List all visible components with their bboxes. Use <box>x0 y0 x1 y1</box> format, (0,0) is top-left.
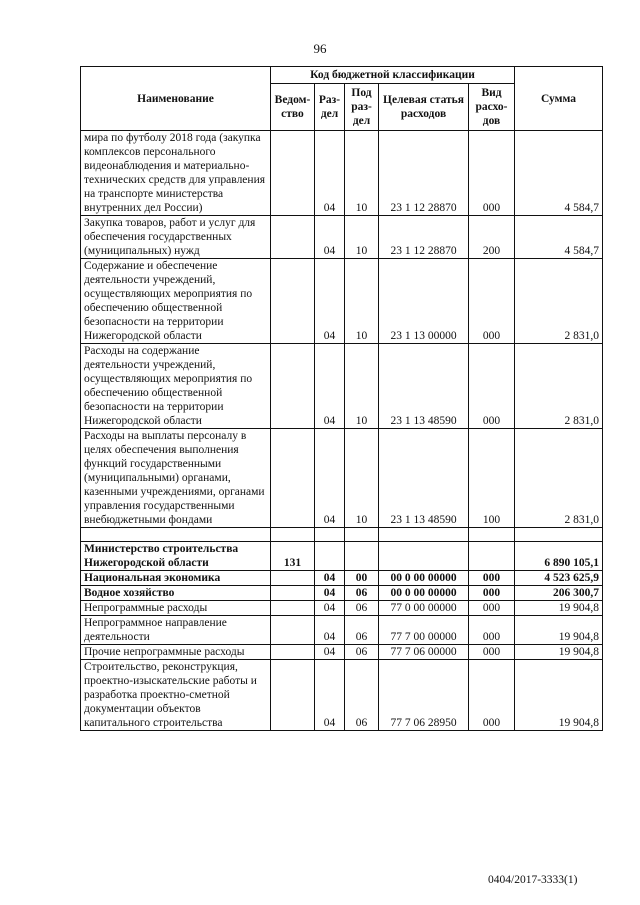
cell-vid: 000 <box>469 344 515 429</box>
cell-vedomstvo <box>271 660 315 731</box>
cell-podrazdel <box>345 528 379 542</box>
header-vedomstvo: Ведом-ство <box>271 84 315 131</box>
cell-target: 77 7 06 28950 <box>379 660 469 731</box>
cell-vid: 100 <box>469 429 515 528</box>
cell-name: Министерство строительства Нижегородской области <box>81 542 271 571</box>
table-body <box>81 131 603 731</box>
cell-razdel: 04 <box>315 131 345 216</box>
cell-podrazdel: 10 <box>345 344 379 429</box>
table-row <box>81 586 603 601</box>
cell-vid: 000 <box>469 660 515 731</box>
cell-razdel: 04 <box>315 259 345 344</box>
cell-name: Национальная экономика <box>81 571 271 586</box>
cell-target: 77 0 00 00000 <box>379 601 469 616</box>
cell-razdel: 04 <box>315 216 345 259</box>
header-razdel: Раз-дел <box>315 84 345 131</box>
cell-name: Содержание и обеспечение деятельности учреждений, осуществляющих мероприятия по обеспечению общественной безопасности на территории Нижегородской области <box>81 259 271 344</box>
cell-razdel: 04 <box>315 344 345 429</box>
cell-vedomstvo <box>271 216 315 259</box>
cell-target <box>379 542 469 571</box>
cell-sum: 19 904,8 <box>515 645 603 660</box>
cell-vedomstvo <box>271 645 315 660</box>
cell-razdel <box>315 528 345 542</box>
table-row <box>81 131 603 216</box>
cell-target: 23 1 12 28870 <box>379 216 469 259</box>
cell-sum: 2 831,0 <box>515 259 603 344</box>
table-row <box>81 259 603 344</box>
header-target: Целевая статья расходов <box>379 84 469 131</box>
cell-sum: 4 584,7 <box>515 216 603 259</box>
cell-vid: 000 <box>469 601 515 616</box>
cell-vedomstvo <box>271 571 315 586</box>
cell-vedomstvo <box>271 586 315 601</box>
cell-podrazdel: 10 <box>345 131 379 216</box>
cell-razdel: 04 <box>315 660 345 731</box>
cell-vedomstvo <box>271 616 315 645</box>
cell-sum: 19 904,8 <box>515 601 603 616</box>
cell-razdel: 04 <box>315 645 345 660</box>
table-row <box>81 571 603 586</box>
cell-podrazdel <box>345 542 379 571</box>
cell-target: 23 1 13 48590 <box>379 429 469 528</box>
table-row <box>81 616 603 645</box>
cell-podrazdel: 00 <box>345 571 379 586</box>
cell-target: 00 0 00 00000 <box>379 586 469 601</box>
cell-target <box>379 528 469 542</box>
cell-sum: 206 300,7 <box>515 586 603 601</box>
cell-vedomstvo: 131 <box>271 542 315 571</box>
table-row <box>81 429 603 528</box>
table-row <box>81 660 603 731</box>
cell-sum: 19 904,8 <box>515 616 603 645</box>
table-row <box>81 216 603 259</box>
cell-name: Расходы на содержание деятельности учреждений, осуществляющих мероприятия по обеспечению общественной безопасности на территории Нижегородской области <box>81 344 271 429</box>
cell-vedomstvo <box>271 131 315 216</box>
cell-razdel <box>315 542 345 571</box>
cell-name: Непрограммное направление деятельности <box>81 616 271 645</box>
cell-name: Водное хозяйство <box>81 586 271 601</box>
cell-vedomstvo <box>271 344 315 429</box>
cell-sum: 6 890 105,1 <box>515 542 603 571</box>
cell-podrazdel: 06 <box>345 586 379 601</box>
cell-sum: 19 904,8 <box>515 660 603 731</box>
table-row <box>81 601 603 616</box>
cell-podrazdel: 10 <box>345 429 379 528</box>
cell-vid <box>469 528 515 542</box>
cell-vedomstvo <box>271 259 315 344</box>
cell-target: 77 7 06 00000 <box>379 645 469 660</box>
cell-vid: 000 <box>469 571 515 586</box>
cell-razdel: 04 <box>315 571 345 586</box>
header-code-group: Код бюджетной классификации <box>271 67 515 84</box>
table-row <box>81 528 603 542</box>
cell-podrazdel: 10 <box>345 216 379 259</box>
cell-vid: 000 <box>469 131 515 216</box>
cell-podrazdel: 06 <box>345 601 379 616</box>
cell-vid: 000 <box>469 616 515 645</box>
cell-vid: 000 <box>469 586 515 601</box>
cell-sum <box>515 528 603 542</box>
cell-sum: 2 831,0 <box>515 429 603 528</box>
cell-podrazdel: 06 <box>345 645 379 660</box>
cell-name: Прочие непрограммные расходы <box>81 645 271 660</box>
cell-name <box>81 528 271 542</box>
document-code: 0404/2017-3333(1) <box>488 874 578 886</box>
cell-vid: 000 <box>469 259 515 344</box>
cell-podrazdel: 06 <box>345 660 379 731</box>
cell-podrazdel: 06 <box>345 616 379 645</box>
cell-razdel: 04 <box>315 616 345 645</box>
cell-vid <box>469 542 515 571</box>
cell-vedomstvo <box>271 528 315 542</box>
cell-vedomstvo <box>271 429 315 528</box>
cell-vid: 000 <box>469 645 515 660</box>
header-summa: Сумма <box>515 67 603 131</box>
header-vid: Вид расхо-дов <box>469 84 515 131</box>
cell-vid: 200 <box>469 216 515 259</box>
header-name: Наименование <box>81 67 271 131</box>
cell-razdel: 04 <box>315 429 345 528</box>
cell-target: 23 1 13 00000 <box>379 259 469 344</box>
cell-razdel: 04 <box>315 586 345 601</box>
cell-sum: 2 831,0 <box>515 344 603 429</box>
cell-target: 23 1 12 28870 <box>379 131 469 216</box>
table-row <box>81 645 603 660</box>
cell-name: Закупка товаров, работ и услуг для обеспечения государственных (муниципальных) нужд <box>81 216 271 259</box>
cell-name: Расходы на выплаты персоналу в целях обеспечения выполнения функций государственными (муниципальными) органами, казенными учреждениями, органами управления государственными внебюджетными фондами <box>81 429 271 528</box>
page-number: 96 <box>313 41 327 56</box>
cell-sum: 4 523 625,9 <box>515 571 603 586</box>
cell-name: Строительство, реконструкция, проектно-изыскательские работы и разработка проектно-сметной документации объектов капитального строительства <box>81 660 271 731</box>
cell-name: Непрограммные расходы <box>81 601 271 616</box>
cell-target: 23 1 13 48590 <box>379 344 469 429</box>
cell-podrazdel: 10 <box>345 259 379 344</box>
header-podrazdel: Под раз-дел <box>345 84 379 131</box>
cell-razdel: 04 <box>315 601 345 616</box>
budget-table <box>80 66 603 731</box>
table-row <box>81 344 603 429</box>
cell-target: 77 7 00 00000 <box>379 616 469 645</box>
table-row <box>81 542 603 571</box>
cell-sum: 4 584,7 <box>515 131 603 216</box>
cell-name: мира по футболу 2018 года (закупка комплексов персонального видеонаблюдения и материально-технических средств для управления на транспорте министерства внутренних дел России) <box>81 131 271 216</box>
cell-vedomstvo <box>271 601 315 616</box>
cell-target: 00 0 00 00000 <box>379 571 469 586</box>
